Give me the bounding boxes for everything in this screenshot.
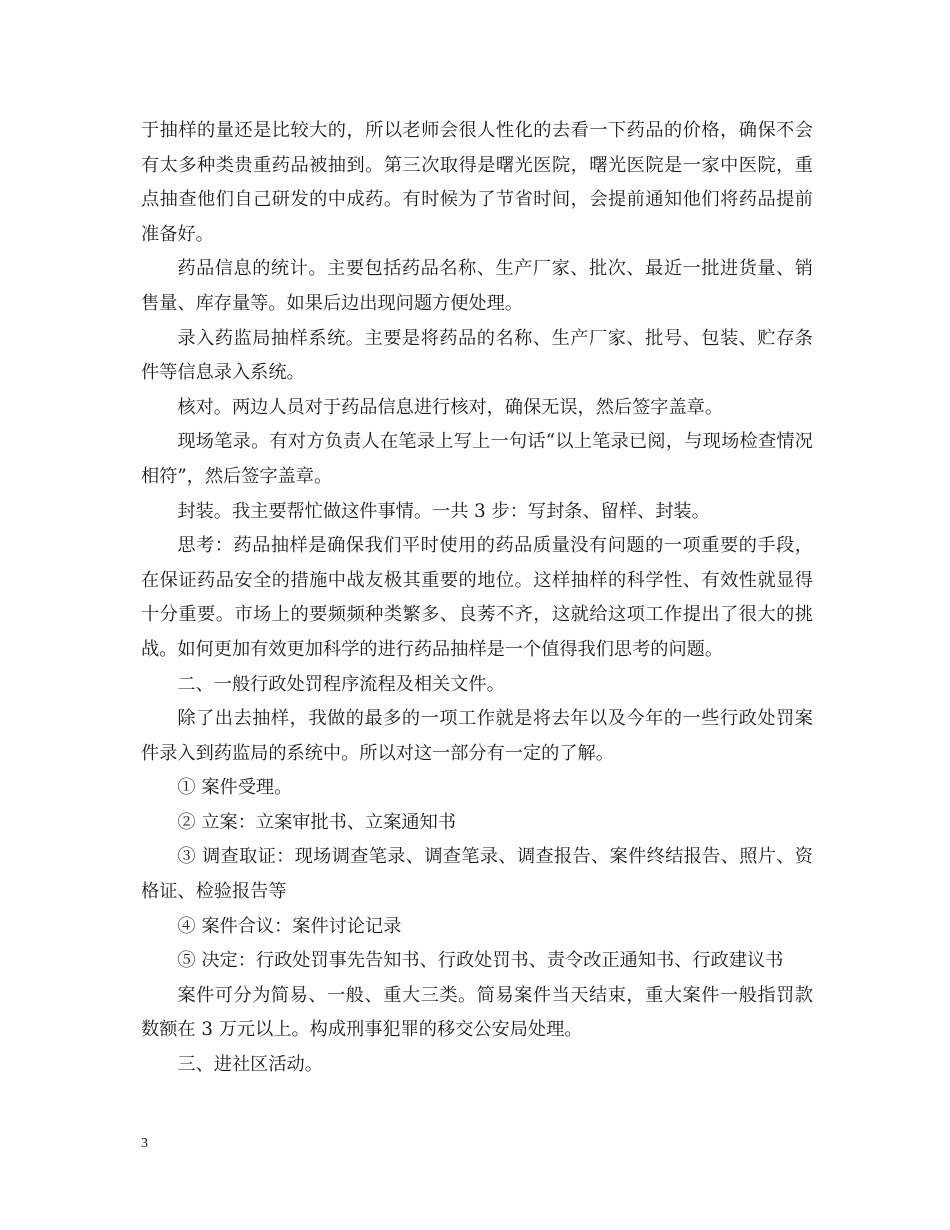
paragraph-onsite-record: 现场笔录。有对方负责人在笔录上写上一句话“以上笔录已阅，与现场检查情况相符”，然后签字盖章。 [141, 431, 813, 487]
paragraph-case-entry: 除了出去抽样，我做的最多的一项工作就是将去年以及今年的一些行政处罚案件录入到药监局的系统中。所以对这一部分有一定的了解。 [141, 708, 813, 764]
paragraph-reflection: 思考：药品抽样是确保我们平时使用的药品质量没有问题的一项重要的手段，在保证药品安全的措施中战友极其重要的地位。这样抽样的科学性、有效性就显得十分重要。市场上的要频频种类繁多、良莠不齐，这就给这项工作提出了很大的挑战。如何更加有效更加科学的进行药品抽样是一个值得我们思考的问题。 [141, 535, 813, 660]
paragraph-packaging: 封装。我主要帮忙做这件事情。一共 3 步：写封条、留样、封装。 [177, 500, 710, 522]
page-number: 3 [141, 1136, 148, 1151]
list-item-decision: ⑤ 决定：行政处罚事先告知书、行政处罚书、责令改正通知书、行政建议书 [177, 950, 784, 972]
list-item-filing: ② 立案：立案审批书、立案通知书 [177, 811, 456, 833]
paragraph-drug-statistics: 药品信息的统计。主要包括药品名称、生产厂家、批次、最近一批进货量、销售量、库存量等。如果后边出现问题方便处理。 [141, 258, 813, 314]
list-item-case-acceptance: ① 案件受理。 [177, 777, 293, 799]
paragraph-case-types: 案件可分为简易、一般、重大三类。简易案件当天结束，重大案件一般指罚款数额在 3 万元以上。构成刑事犯罪的移交公安局处理。 [141, 984, 813, 1041]
paragraph-verification: 核对。两边人员对于药品信息进行核对，确保无误，然后签字盖章。 [177, 396, 724, 418]
document-body [141, 114, 813, 1083]
section-heading-community-activity: 三、进社区活动。 [177, 1054, 323, 1076]
list-item-case-deliberation: ④ 案件合议：案件讨论记录 [177, 915, 402, 937]
paragraph-continued-sampling: 于抽样的量还是比较大的，所以老师会很人性化的去看一下药品的价格，确保不会有太多种类贵重药品被抽到。第三次取得是曙光医院，曙光医院是一家中医院，重点抽查他们自己研发的中成药。有时候为了节省时间，会提前通知他们将药品提前准备好。 [141, 120, 813, 245]
paragraph-system-entry: 录入药监局抽样系统。主要是将药品的名称、生产厂家、批号、包装、贮存条件等信息录入系统。 [141, 327, 813, 384]
list-item-investigation: ③ 调查取证：现场调查笔录、调查笔录、调查报告、案件终结报告、照片、资格证、检验报告等 [141, 846, 813, 903]
section-heading-penalty-procedure: 二、一般行政处罚程序流程及相关文件。 [177, 673, 505, 695]
